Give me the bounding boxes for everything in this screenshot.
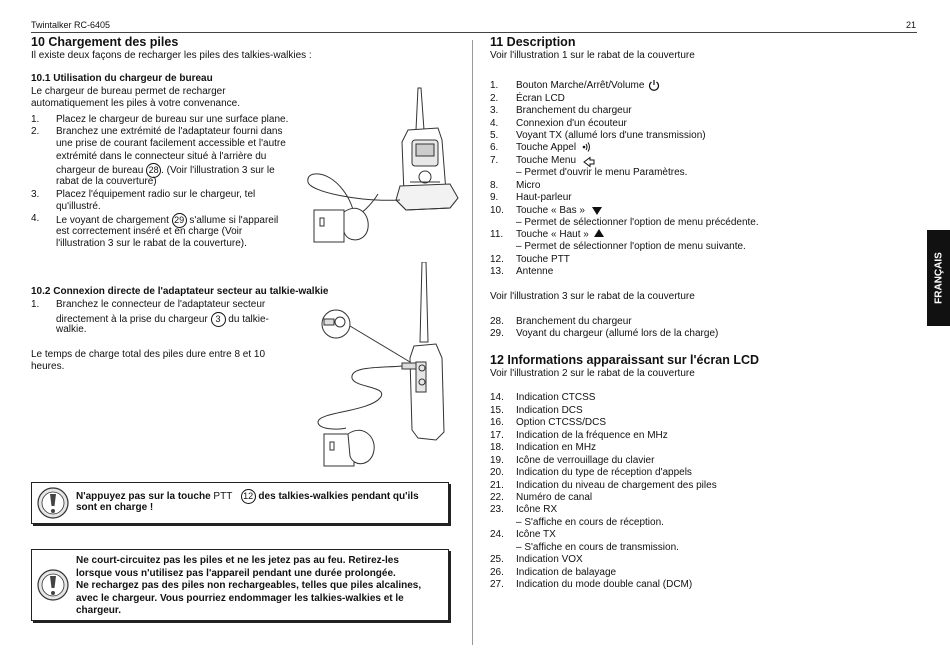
step-text-with-ref: Le voyant de chargement 29 s'allume si l'appareil: [56, 215, 279, 227]
call-icon: [582, 141, 592, 153]
down-key-description: – Permet de sélectionner l'option de menu précédente.: [516, 217, 759, 228]
warning-ptt-box: [31, 482, 449, 524]
direct-adapter-illustration: [310, 262, 470, 474]
ref-circle: 29: [172, 213, 187, 228]
warning-battery-box: [31, 549, 449, 621]
header-rule: [31, 32, 917, 33]
warning-battery-line: Ne court-circuitez pas les piles et ne les jetez pas au feu. Retirez-les: [76, 555, 399, 566]
menu-description: – Permet d'ouvrir le menu Paramètres.: [516, 167, 688, 178]
charge-time-line1: Le temps de charge total des piles dure entre 8 et 10: [31, 349, 266, 360]
step-text-with-ref: directement à la prise du chargeur 3 du talkie-: [56, 314, 269, 326]
exclamation-icon: [37, 487, 69, 519]
step-text: rabat de la couverture): [56, 176, 157, 187]
ref-circle: 3: [211, 312, 226, 327]
step-number: 2.: [31, 126, 40, 137]
warning-battery-line: Ne rechargez pas des piles non rechargeables, telles que piles alcalines,: [76, 580, 422, 591]
header-product: Twintalker RC-6405: [31, 20, 111, 30]
section-10-1-title: 10.1 Utilisation du chargeur de bureau: [31, 73, 213, 84]
s101-intro-line2: automatiquement les piles à votre convenance.: [31, 98, 241, 109]
section-10-title: 10 Chargement des piles: [31, 35, 179, 49]
up-key-description: – Permet de sélectionner l'option de menu suivante.: [516, 241, 746, 252]
section-11-title: 11 Description: [490, 35, 576, 49]
section-12-title: 12 Informations apparaissant sur l'écran LCD: [490, 353, 760, 367]
step-text: l'illustration 3 sur le rabat de la couverture).: [56, 238, 247, 249]
step-text: Branchez le connecteur de l'adaptateur secteur: [56, 299, 266, 310]
language-tab: [927, 230, 950, 326]
exclamation-icon: [37, 569, 69, 601]
power-icon: [648, 79, 660, 91]
step-text: extrémité dans le connecteur situé à l'arrière du: [56, 151, 267, 162]
page-number: 21: [906, 20, 917, 30]
section-10-intro: Il existe deux façons de recharger les piles des talkies-walkies :: [31, 50, 312, 61]
step-number: 3.: [31, 189, 40, 200]
s101-intro-line1: Le chargeur de bureau permet de recharger: [31, 86, 226, 97]
section-10-2-title: 10.2 Connexion directe de l'adaptateur secteur au talkie-walkie: [31, 286, 329, 297]
warning-battery-line: avec le chargeur. Vous pourriez endommager les talkies-walkies et le: [76, 593, 404, 604]
step-text: qu'illustré.: [56, 201, 101, 212]
ref-circle: 12: [241, 489, 256, 504]
step-text: Placez le chargeur de bureau sur une surface plane.: [56, 114, 289, 125]
warning-ptt-line1: N'appuyez pas sur la touche PTT 12 des talkies-walkies pendant qu'ils: [76, 491, 419, 503]
step-text: Branchez une extrémité de l'adaptateur fourni dans: [56, 126, 283, 137]
step-number: 1.: [31, 299, 40, 310]
step-number: 1.: [31, 114, 40, 125]
ref-circle: 28: [146, 163, 161, 178]
tx-description: – S'affiche en cours de transmission.: [516, 542, 679, 553]
warning-battery-line: chargeur.: [76, 605, 122, 616]
warning-ptt-line2: sont en charge !: [76, 502, 154, 513]
step-text: une prise de courant facilement accessible et l'autre: [56, 138, 286, 149]
step-text: est correctement inséré et en charge (Voir: [56, 226, 243, 237]
warning-battery-line: lorsque vous n'utilisez pas l'appareil pendant une durée prolongée.: [76, 568, 396, 579]
section-12-intro: Voir l'illustration 2 sur le rabat de la couverture: [490, 368, 695, 379]
language-tab-label: FRANÇAIS: [933, 252, 944, 304]
illustration-3-ref: Voir l'illustration 3 sur le rabat de la couverture: [490, 291, 695, 302]
charge-time-line2: heures.: [31, 361, 65, 372]
step-text: walkie.: [56, 324, 87, 335]
down-triangle-icon: [592, 207, 602, 216]
ptt-key-label: PTT: [213, 491, 233, 503]
step-text-with-ref: chargeur de bureau 28 . (Voir l'illustration 3 sur le: [56, 165, 275, 177]
up-triangle-icon: [594, 229, 604, 238]
desktop-charger-illustration: [300, 82, 470, 252]
section-11-intro: Voir l'illustration 1 sur le rabat de la couverture: [490, 50, 695, 61]
step-number: 4.: [31, 213, 40, 224]
step-text: Placez l'équipement radio sur le chargeur, tel: [56, 189, 256, 200]
rx-description: – S'affiche en cours de réception.: [516, 517, 664, 528]
column-divider: [472, 40, 473, 645]
